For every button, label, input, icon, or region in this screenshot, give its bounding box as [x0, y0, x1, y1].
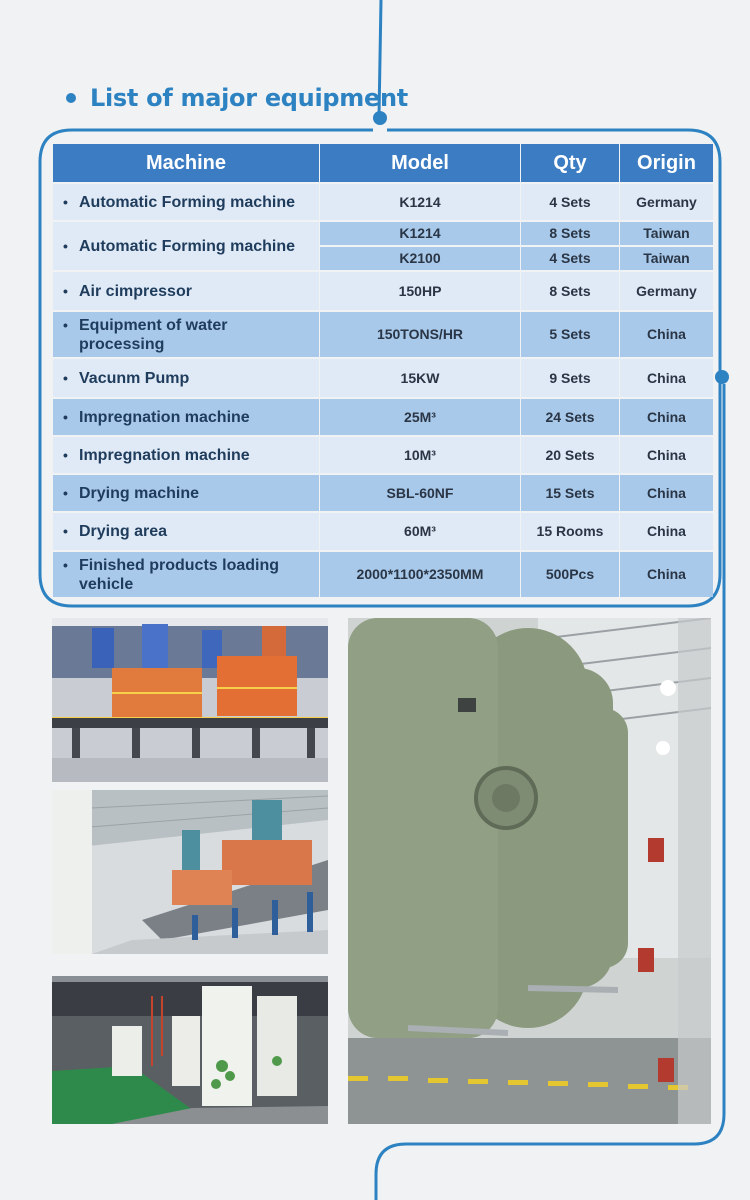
table-row: [53, 552, 713, 597]
qty-cell: 500Pcs: [521, 552, 619, 597]
model-cell: K2100: [320, 247, 520, 270]
model-cell: K1214: [320, 222, 520, 245]
table-row: [53, 312, 713, 357]
table-header-row: [53, 144, 713, 182]
header-machine: Machine: [53, 144, 319, 182]
origin-cell: China: [620, 312, 713, 357]
machine-cell: • Drying machine: [53, 475, 319, 511]
model-cell: 25M³: [320, 399, 520, 435]
qty-cell: 4 Sets: [521, 184, 619, 220]
storage-tanks-photo: [348, 618, 711, 1124]
model-cell: 10M³: [320, 437, 520, 473]
equipment-table: [52, 142, 714, 599]
table-row: [53, 475, 713, 511]
origin-cell: China: [620, 475, 713, 511]
machine-cell: • Automatic Forming machine: [53, 184, 319, 220]
machine-name: Impregnation machine: [79, 446, 250, 464]
qty-cell: 5 Sets: [521, 312, 619, 357]
factory-forming-line-photo: [52, 618, 328, 782]
machine-name: Air cimpressor: [79, 282, 192, 300]
factory-hall-photo: [52, 790, 328, 954]
qty-cell: 9 Sets: [521, 359, 619, 397]
machine-cell: • Impregnation machine: [53, 437, 319, 473]
qty-cell: 15 Sets: [521, 475, 619, 511]
machine-name: Equipment of water processing: [79, 316, 228, 353]
drying-machines-photo: [52, 976, 328, 1124]
machine-name: Automatic Forming machine: [79, 193, 296, 211]
header-model: Model: [320, 144, 520, 182]
bullet-dot-icon: [66, 93, 76, 103]
model-cell: 60M³: [320, 513, 520, 550]
machine-cell: • Air cimpressor: [53, 272, 319, 310]
machine-name: Automatic Forming machine: [79, 237, 296, 255]
machine-name: Drying machine: [79, 484, 200, 502]
origin-cell: China: [620, 437, 713, 473]
machine-name: Vacunm Pump: [79, 369, 190, 387]
origin-cell: Germany: [620, 184, 713, 220]
section-title: List of major equipment: [90, 84, 408, 112]
model-cell: 15KW: [320, 359, 520, 397]
table-row: [53, 272, 713, 310]
origin-cell: China: [620, 359, 713, 397]
qty-cell: 8 Sets: [521, 222, 619, 245]
table-row: [53, 222, 713, 245]
machine-name: Finished products loading vehicle: [79, 556, 279, 593]
model-cell: K1214: [320, 184, 520, 220]
machine-cell: • Automatic Forming machine: [53, 222, 319, 270]
model-cell: 150TONS/HR: [320, 312, 520, 357]
header-origin: Origin: [620, 144, 713, 182]
model-cell: 2000*1100*2350MM: [320, 552, 520, 597]
origin-cell: China: [620, 552, 713, 597]
origin-cell: China: [620, 513, 713, 550]
machine-cell: • Drying area: [53, 513, 319, 550]
header-qty: Qty: [521, 144, 619, 182]
table-row: [53, 359, 713, 397]
qty-cell: 15 Rooms: [521, 513, 619, 550]
origin-cell: China: [620, 399, 713, 435]
model-cell: 150HP: [320, 272, 520, 310]
model-cell: SBL-60NF: [320, 475, 520, 511]
qty-cell: 20 Sets: [521, 437, 619, 473]
machine-cell: • Impregnation machine: [53, 399, 319, 435]
origin-cell: Germany: [620, 272, 713, 310]
table-row: [53, 184, 713, 220]
machine-cell: • Equipment of water processing: [53, 312, 319, 357]
qty-cell: 4 Sets: [521, 247, 619, 270]
table-row: [53, 513, 713, 550]
machine-name: Drying area: [79, 523, 168, 540]
table-row: [53, 399, 713, 435]
section-heading: [66, 84, 408, 112]
machine-name: Impregnation machine: [79, 408, 250, 426]
origin-cell: Taiwan: [620, 222, 713, 245]
qty-cell: 8 Sets: [521, 272, 619, 310]
machine-cell: • Finished products loading vehicle: [53, 552, 319, 597]
origin-cell: Taiwan: [620, 247, 713, 270]
qty-cell: 24 Sets: [521, 399, 619, 435]
table-row: [53, 437, 713, 473]
machine-cell: • Vacunm Pump: [53, 359, 319, 397]
